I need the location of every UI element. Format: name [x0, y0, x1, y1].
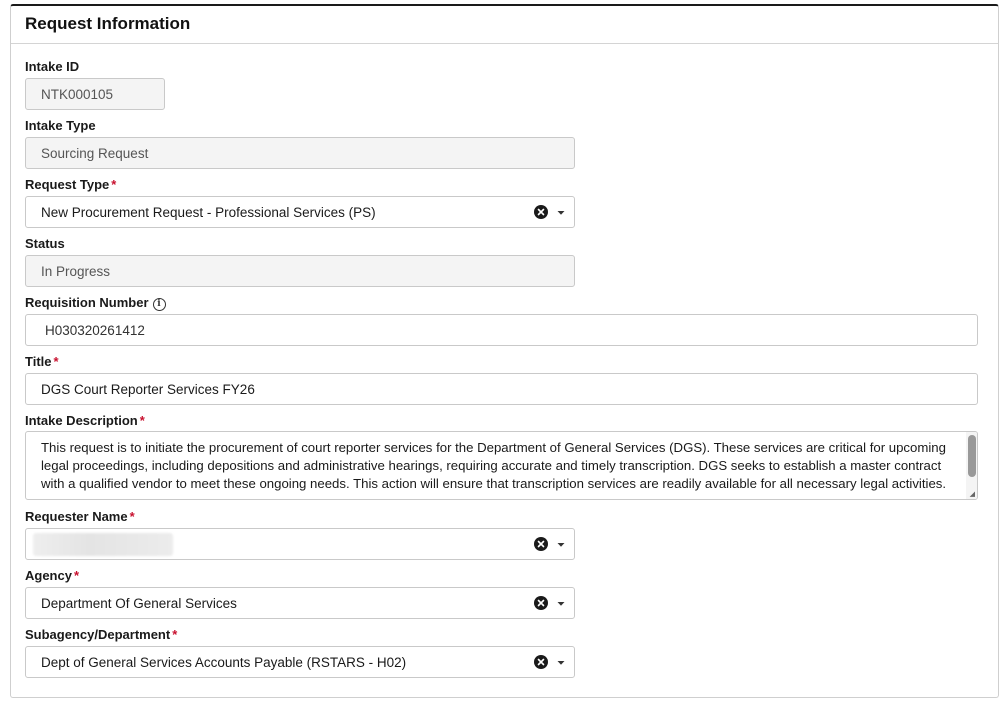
clear-icon[interactable]	[534, 537, 548, 551]
caret-down-icon[interactable]	[556, 210, 566, 216]
title-value: DGS Court Reporter Services FY26	[41, 381, 255, 397]
caret-down-icon[interactable]	[556, 542, 566, 548]
agency-value: Department Of General Services	[41, 595, 237, 611]
request-type-select[interactable]	[25, 196, 575, 228]
intake-description-value: This request is to initiate the procurement of court reporter services for the Department of General Services (DGS). These services are critical for upcoming legal proceedings, including depositions and administrative hearings, requiring accurate and timely transcription. DGS seeks to establish a master contract with a qualified vendor to meet these ongoing needs. This action will ensure that transcription services are readily available for all necessary legal activities.	[41, 440, 947, 492]
title-input[interactable]	[25, 373, 978, 405]
required-marker: *	[172, 627, 178, 642]
intake-description-label: Intake Description *	[25, 413, 145, 428]
caret-down-icon[interactable]	[556, 601, 566, 607]
subagency-label: Subagency/Department *	[25, 627, 178, 642]
intake-type-value: Sourcing Request	[41, 145, 149, 161]
status-field	[25, 255, 575, 287]
required-marker: *	[53, 354, 59, 369]
clear-icon[interactable]	[534, 596, 548, 610]
intake-id-field	[25, 78, 165, 110]
intake-type-label: Intake Type	[25, 118, 96, 133]
title-label: Title *	[25, 354, 59, 369]
subagency-value: Dept of General Services Accounts Payable (RSTARS - H02)	[41, 654, 407, 670]
requester-name-label: Requester Name *	[25, 509, 135, 524]
agency-select[interactable]	[25, 587, 575, 619]
requester-name-select[interactable]	[25, 528, 575, 560]
subagency-select[interactable]	[25, 646, 575, 678]
intake-id-value: NTK000105	[41, 86, 114, 102]
agency-label: Agency *	[25, 568, 80, 583]
requisition-number-input[interactable]	[25, 314, 978, 346]
intake-description-textarea[interactable]	[25, 431, 978, 500]
description-scrollbar[interactable]	[966, 432, 977, 499]
intake-id-label: Intake ID	[25, 59, 80, 74]
required-marker: *	[129, 509, 135, 524]
clear-icon[interactable]	[534, 205, 548, 219]
request-type-label: Request Type *	[25, 177, 117, 192]
status-value: In Progress	[41, 263, 111, 279]
required-marker: *	[139, 413, 145, 428]
required-marker: *	[111, 177, 117, 192]
intake-type-field	[25, 137, 575, 169]
requisition-number-value: H030320261412	[45, 322, 145, 338]
request-type-value: New Procurement Request - Professional Services (PS)	[41, 204, 376, 220]
required-marker: *	[73, 568, 80, 583]
scrollbar-thumb[interactable]	[968, 435, 976, 477]
panel-title: Request Information	[11, 6, 998, 44]
caret-down-icon[interactable]	[556, 660, 566, 666]
status-label: Status	[25, 236, 65, 251]
resize-handle-icon[interactable]: ◢	[969, 491, 975, 498]
info-icon[interactable]: i	[153, 298, 166, 311]
requisition-number-label: Requisition Number i	[25, 295, 166, 311]
redacted-name	[33, 533, 173, 556]
clear-icon[interactable]	[534, 655, 548, 669]
